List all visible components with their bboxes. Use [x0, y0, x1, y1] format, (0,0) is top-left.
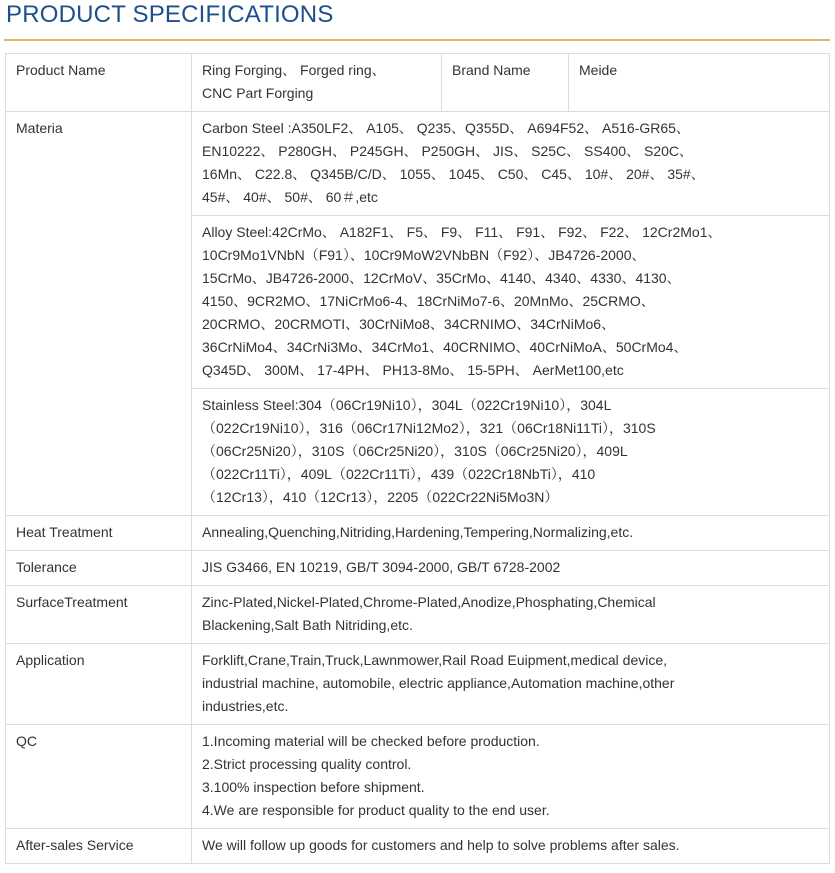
text-line: 4150、9CR2MO、17NiCrMo6-4、18CrNiMo7-6、20MnMo、25CRMO、 — [202, 293, 655, 309]
value-after-sales — [192, 829, 830, 864]
value-stainless-steel — [192, 389, 830, 516]
text-line: Q345D、 300M、 17-4PH、 PH13-8Mo、 15-5PH、 AerMet100,etc — [202, 362, 624, 378]
text-line: Alloy Steel:42CrMo、 A182F1、 F5、 F9、 F11、 F91、 F92、 F22、 12Cr2Mo1、 — [202, 224, 722, 240]
text-line: 36CrNiMo4、34CrNi3Mo、34CrMo1、40CRNIMO、40CrNiMoA、50CrMo4、 — [202, 339, 688, 355]
text-line: 2.Strict processing quality control. — [202, 756, 412, 772]
label-surface-treatment: SurfaceTreatment — [6, 586, 192, 644]
spec-table — [5, 53, 830, 864]
text-line: industries,etc. — [202, 698, 289, 714]
row-heat-treatment — [6, 516, 830, 551]
page-title: PRODUCT SPECIFICATIONS — [6, 1, 334, 28]
text-line: JIS G3466, EN 10219, GB/T 3094-2000, GB/T 6728-2002 — [202, 559, 561, 575]
value-surface-treatment — [192, 586, 830, 644]
text-line: 3.100% inspection before shipment. — [202, 779, 425, 795]
text-line: Stainless Steel:304（06Cr19Ni10），304L（022Cr19Ni10），304L — [202, 397, 612, 413]
label-application: Application — [6, 644, 192, 725]
text-line: 15CrMo、JB4726-2000、12CrMoV、35CrMo、4140、4340、4330、4130、 — [202, 270, 681, 286]
text-line: industrial machine, automobile, electric appliance,Automation machine,other — [202, 675, 675, 691]
text-line: 10Cr9Mo1VNbN（F91）、10Cr9MoW2VNbBN（F92）、JB4726-2000、 — [202, 247, 646, 263]
row-qc — [6, 725, 830, 829]
text-line: Ring Forging、 Forged ring、 — [202, 62, 386, 78]
text-line: Zinc-Plated,Nickel-Plated,Chrome-Plated,Anodize,Phosphating,Chemical — [202, 594, 656, 610]
label-after-sales: After-sales Service — [6, 829, 192, 864]
row-tolerance — [6, 551, 830, 586]
row-application — [6, 644, 830, 725]
row-surface-treatment — [6, 586, 830, 644]
value-heat-treatment — [192, 516, 830, 551]
text-line: EN10222、 P280GH、 P245GH、 P250GH、 JIS、 S25C、 SS400、 S20C、 — [202, 143, 693, 159]
label-qc: QC — [6, 725, 192, 829]
text-line: We will follow up goods for customers and help to solve problems after sales. — [202, 837, 680, 853]
value-application — [192, 644, 830, 725]
text-line: Blackening,Salt Bath Nitriding,etc. — [202, 617, 413, 633]
value-alloy-steel — [192, 216, 830, 389]
value-carbon-steel — [192, 112, 830, 216]
page-header — [0, 0, 835, 36]
text-line: （06Cr25Ni20），310S（06Cr25Ni20），310S（06Cr25Ni20），409L — [202, 443, 628, 459]
text-line: 4.We are responsible for product quality to the end user. — [202, 802, 550, 818]
label-brand-name: Brand Name — [442, 54, 569, 112]
text-line: （022Cr19Ni10），316（06Cr17Ni12Mo2），321（06Cr18Ni11Ti），310S — [202, 420, 656, 436]
text-line: （12Cr13），410（12Cr13），2205（022Cr22Ni5Mo3N） — [202, 489, 559, 505]
text-line: Forklift,Crane,Train,Truck,Lawnmower,Rail Road Euipment,medical device, — [202, 652, 668, 668]
text-line: （022Cr11Ti），409L（022Cr11Ti），439（022Cr18NbTi），410 — [202, 466, 596, 482]
text-line: 16Mn、 C22.8、 Q345B/C/D、 1055、 1045、 C50、 C45、 10#、 20#、 35#、 — [202, 166, 705, 182]
label-tolerance: Tolerance — [6, 551, 192, 586]
text-line: 45#、 40#、 50#、 60＃,etc — [202, 189, 378, 205]
text-line: Annealing,Quenching,Nitriding,Hardening,Tempering,Normalizing,etc. — [202, 524, 634, 540]
text-line: 20CRMO、20CRMOTI、30CrNiMo8、34CRNIMO、34CrNiMo6、 — [202, 316, 616, 332]
label-material: Materia — [6, 112, 192, 516]
label-product-name: Product Name — [6, 54, 192, 112]
text-line: 1.Incoming material will be checked before production. — [202, 733, 540, 749]
row-after-sales — [6, 829, 830, 864]
value-tolerance — [192, 551, 830, 586]
value-qc — [192, 725, 830, 829]
title-divider — [4, 39, 830, 41]
row-product-name — [6, 54, 830, 112]
text-line: CNC Part Forging — [202, 85, 314, 101]
label-heat-treatment: Heat Treatment — [6, 516, 192, 551]
row-material-carbon — [6, 112, 830, 216]
text-line: Carbon Steel :A350LF2、 A105、 Q235、Q355D、 A694F52、 A516-GR65、 — [202, 120, 690, 136]
value-brand-name: Meide — [569, 54, 830, 112]
value-product-name — [192, 54, 442, 112]
